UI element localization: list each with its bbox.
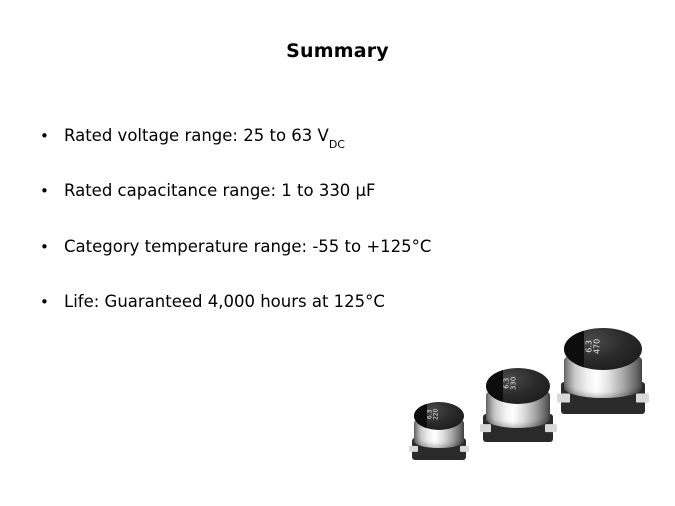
capacitor-medium [478,368,558,446]
capacitor-top-marking: 6.3 330 [502,376,518,391]
capacitor-top-marking: 6.3 470 [584,338,602,355]
list-item [40,125,620,153]
capacitor-polarity-notch [414,402,427,430]
capacitor-top [564,328,642,370]
page-title: Summary [286,40,389,62]
capacitor-top [414,402,464,430]
bullet-marker: • [40,182,49,201]
bullet-marker: • [40,127,49,145]
bullet-list [40,125,620,346]
list-item-text-main: Rated capacitance range: 1 to 330 µF [64,181,376,201]
capacitor-top-marking: 6.3 220 [426,408,440,421]
list-item [40,180,620,208]
capacitor-small [408,402,470,462]
list-item-subscript: DC [328,138,345,152]
bullet-marker: • [40,292,49,311]
bullet-marker: • [40,237,49,256]
list-item-text-main: Rated voltage range: 25 to 63 V [64,126,329,145]
capacitor-large [555,328,651,420]
capacitor-polarity-notch [564,328,584,370]
list-item-text [64,291,620,319]
list-item-text-main: Category temperature range: -55 to +125°C [64,236,432,256]
list-item-text-main: Life: Guaranteed 4,000 hours at 125°C [64,291,385,311]
capacitor-image-group [400,320,650,470]
capacitor-polarity-notch [486,368,503,404]
list-item-text [64,236,620,264]
list-item [40,291,620,319]
list-item-text [64,180,620,208]
list-item [40,236,620,264]
list-item-text [64,125,620,153]
capacitor-top [486,368,550,404]
